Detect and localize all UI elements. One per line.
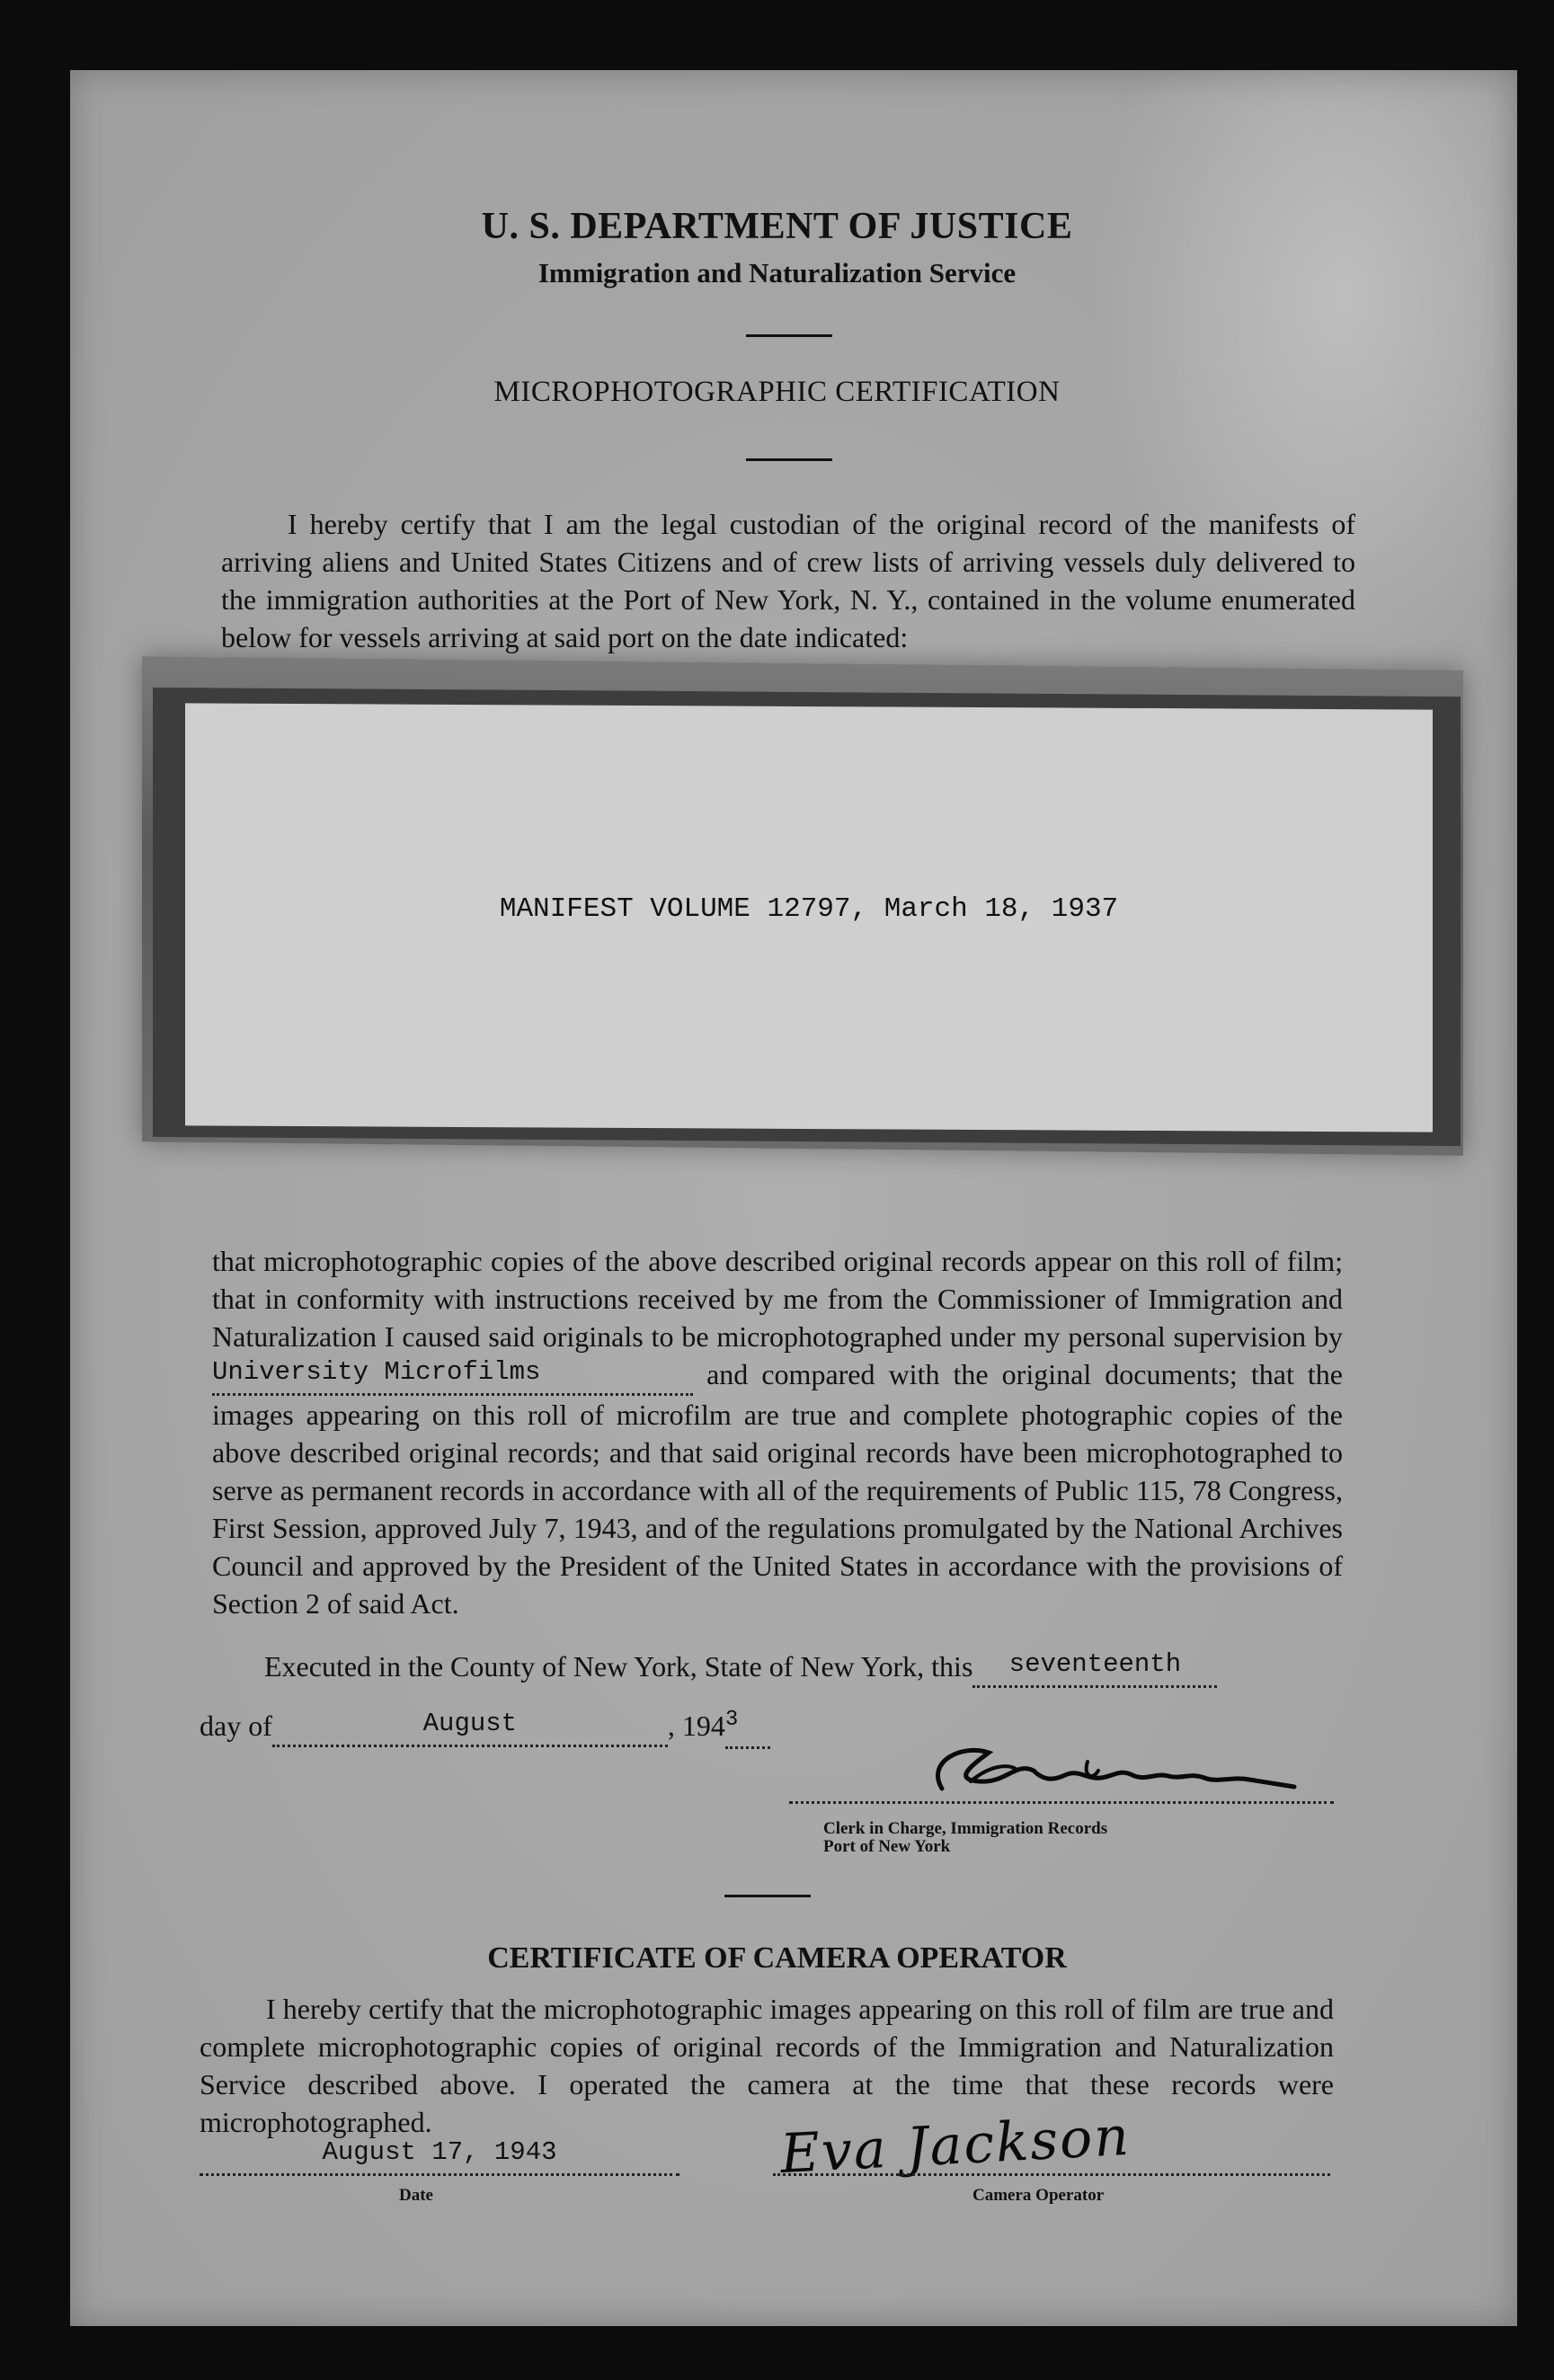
month-field [272, 1710, 668, 1747]
date-label: Date [399, 2186, 433, 2205]
body-text-part1: that microphotographic copies of the above described original records appear on this roll of film; that in conformity with instructions received by me from the Commissioner of Immigration and Naturalization I caused said originals to be microphotographed under my personal supervision by [212, 1245, 1343, 1353]
clerk-title-line2: Port of New York [823, 1837, 951, 1856]
body-text-part2: and compared with the original documents; that the images appearing on this roll of microfilm are true and complete photographic copies of the above described original records; and that said original records have been microphotographed to serve as permanent records in accordance with all of the requirements of Public 115, 78 Congress, First Session, approved July 7, 1943, and of the regulations promulgated by the National Archives Council and approved by the President of the United States in accordance with the provisions of Section 2 of said Act. [212, 1358, 1344, 1620]
department-heading: U. S. DEPARTMENT OF JUSTICE [481, 206, 1073, 247]
supervisor-value: University Microfilms [212, 1357, 541, 1387]
month-value: August [422, 1709, 518, 1738]
form-title: MICROPHOTOGRAPHIC CERTIFICATION [493, 376, 1061, 408]
day-field [972, 1651, 1217, 1688]
clerk-signature-line [789, 1801, 1334, 1804]
date-line [200, 2173, 679, 2176]
camera-certificate-title: CERTIFICATE OF CAMERA OPERATOR [487, 1941, 1067, 1975]
body-paragraph [212, 1242, 1343, 1622]
execution-line [264, 1650, 1217, 1688]
operator-signature: Eva Jackson [778, 2104, 1132, 2187]
execution-lead: Executed in the County of New York, State of New York, this [264, 1650, 973, 1683]
day-of-label: day of [200, 1710, 272, 1742]
month-year-line [200, 1710, 770, 1749]
camera-paragraph: I hereby certify that the microphotographic images appearing on this roll of film are true and complete microphotographic copies of original records of the Immigration and Naturalization Service described above. I operated the camera at the time that these records were microphotographed. [200, 1993, 1334, 2138]
divider [724, 1895, 811, 1897]
divider [746, 334, 832, 337]
day-value: seventeenth [1008, 1649, 1182, 1679]
year-field [725, 1710, 770, 1749]
year-prefix: , 194 [667, 1710, 725, 1742]
date-value: August 17, 1943 [322, 2137, 557, 2167]
clerk-title-line1: Clerk in Charge, Immigration Records [823, 1819, 1108, 1838]
supervisor-field [212, 1359, 693, 1396]
operator-signature-line [773, 2173, 1330, 2176]
intro-paragraph: I hereby certify that I am the legal custodian of the original record of the manifests of arriving aliens and United States Citizens and of crew lists of arriving vessels duly delivered to the immigration authorities at the Port of New York, N. Y., contained in the volume enumerated below for vessels arriving at said port on the date indicated: [221, 508, 1355, 653]
manifest-volume-text: MANIFEST VOLUME 12797, March 18, 1937 [499, 893, 1119, 925]
service-subheading: Immigration and Naturalization Service [537, 257, 1017, 289]
camera-operator-label: Camera Operator [972, 2186, 1105, 2205]
year-digit: 3 [724, 1708, 739, 1732]
divider [746, 458, 832, 461]
